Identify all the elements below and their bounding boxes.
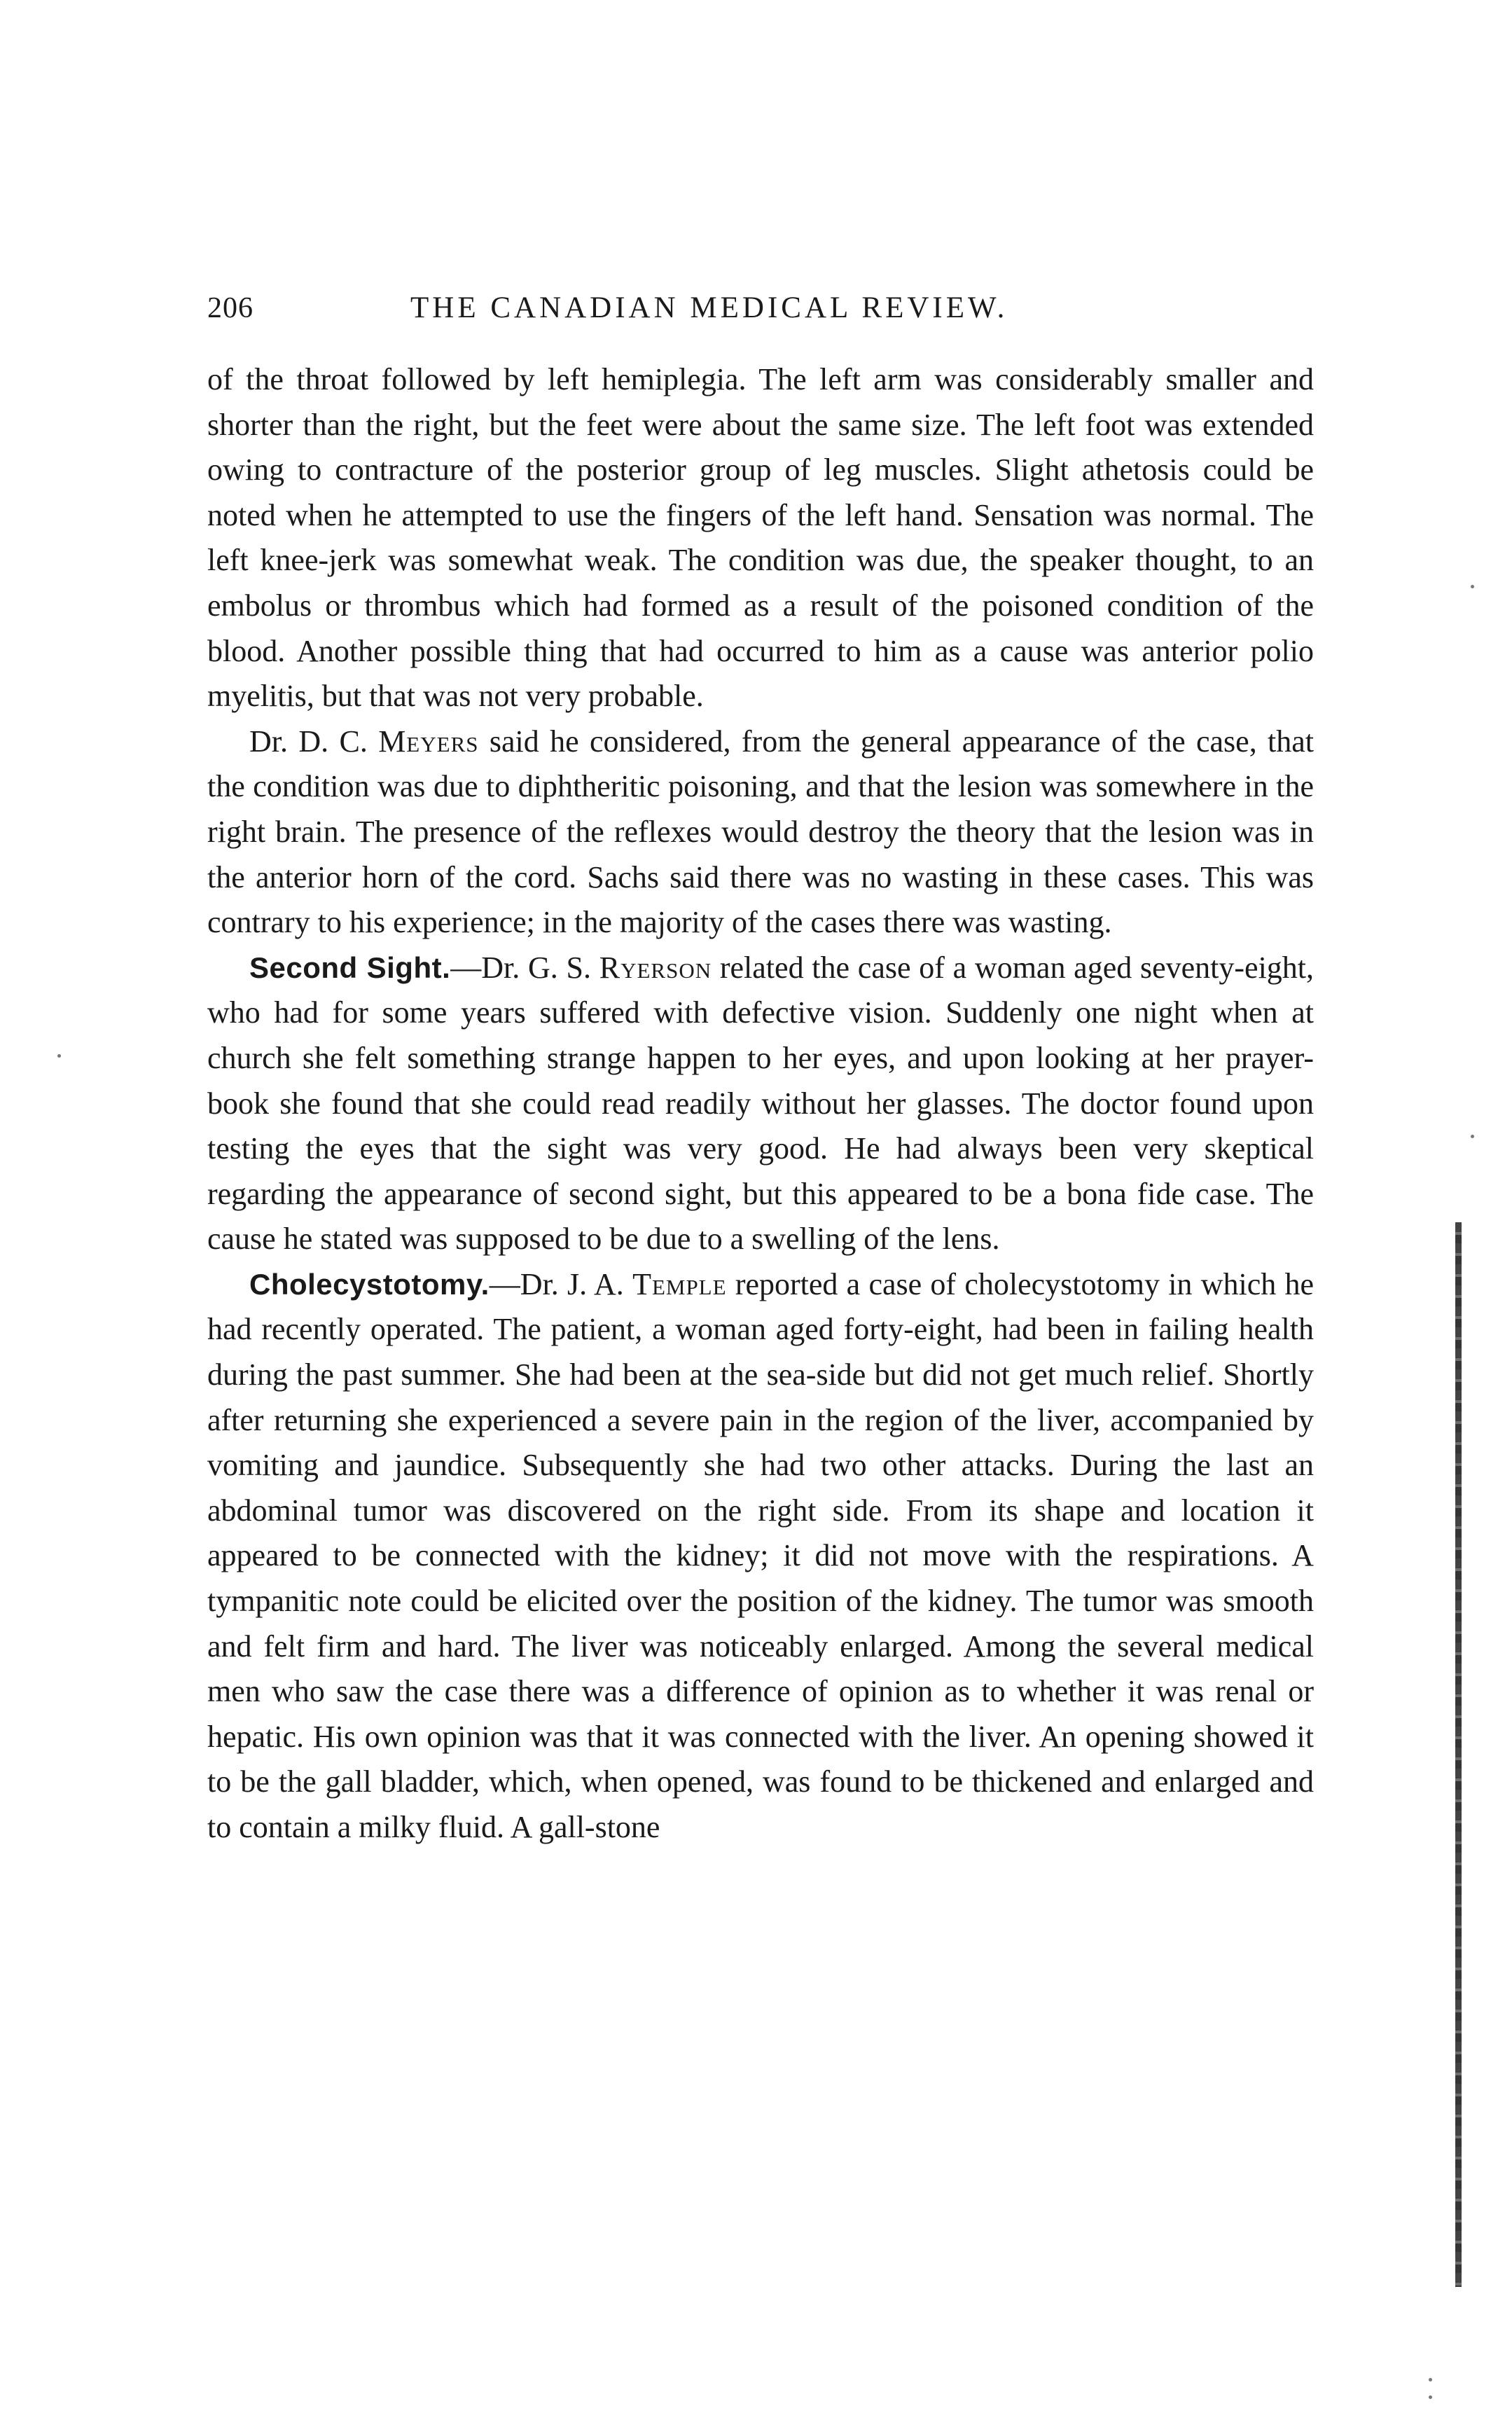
scan-speck: [1471, 585, 1474, 588]
page-header: [207, 291, 1314, 340]
scan-speck: [1471, 1135, 1474, 1138]
paragraph-text: of the throat followed by left hemiplegia. The left arm was considerably smaller and shorter than the right, but the feet were about the same size. The left foot was extended owing to contracture of the posterior group of leg muscles. Slight athetosis could be noted when he attempted to use the fingers of the left hand. Sensation was normal. The left knee-jerk was somewhat weak. The condition was due, the speaker thought, to an embolus or thrombus which had formed as a result of the poisoned condition of the blood. Another possible thing that had occurred to him as a cause was anterior polio myelitis, but that was not very probable.: [207, 362, 1314, 714]
paragraph-text: related the case of a woman aged seventy-eight, who had for some years suffered with defective vision. Suddenly one night when at church she felt something strange happen to her eyes, and upon looking at her prayer-book she found that she could read readily without her glasses. The doctor found upon testing the eyes that the sight was very good. He had always been very skeptical regarding the appearance of second sight, but this appeared to be a bona fide case. The cause he stated was supposed to be due to a swelling of the lens.: [207, 950, 1315, 1257]
paragraph-cholecystotomy: [207, 1262, 1314, 1851]
speaker-name: Meyers: [378, 724, 479, 759]
paragraph-lead: —Dr. G. S.: [450, 950, 591, 985]
paragraph-meyers-discussion: [207, 719, 1314, 946]
paragraph-second-sight: [207, 946, 1314, 1262]
page-number: 206: [207, 292, 254, 324]
article-body: [207, 357, 1314, 1851]
paragraph-lead: —Dr. J. A.: [489, 1266, 624, 1301]
scan-speck: [1429, 2378, 1432, 2381]
speaker-name: Temple: [632, 1266, 727, 1301]
paragraph-lead: Dr. D. C.: [249, 724, 368, 759]
paragraph-text: said he considered, from the general appearance of the case, that the condition was due to diphtheritic poisoning, and that the lesion was somewhere in the right brain. The presence of the reflexes would destroy the theory that the lesion was in the anterior horn of the cord. Sachs said there was no wasting in these cases. This was contrary to his experience; in the majority of the cases there was wasting.: [207, 724, 1315, 940]
scan-edge-artifact: [1455, 1222, 1462, 2287]
scan-speck: [57, 1054, 61, 1058]
section-heading: Second Sight.: [249, 950, 451, 984]
speaker-name: Ryerson: [599, 950, 712, 985]
running-title: THE CANADIAN MEDICAL REVIEW.: [410, 291, 1008, 324]
section-heading: Cholecystotomy.: [249, 1267, 490, 1301]
paragraph-text: reported a case of cholecystotomy in which he had recently operated. The patient, a woman aged forty-eight, had been in failing health during the past summer. She had been at the sea-side but did not get much relief. Shortly after returning she experienced a severe pain in the region of the liver, accompanied by vomiting and jaundice. Subsequently she had two other attacks. During the last an abdominal tumor was discovered on the right side. From its shape and location it appeared to be connected with the kidney; it did not move with the respirations. A tympanitic note could be elicited over the position of the kidney. The tumor was smooth and felt firm and hard. The liver was noticeably enlarged. Among the several medical men who saw the case there was a difference of opinion as to whether it was renal or hepatic. His own opinion was that it was connected with the liver. An opening showed it to be the gall bladder, which, when opened, was found to be thickened and enlarged and to contain a milky fluid. A gall-stone: [207, 1266, 1315, 1844]
scan-speck: [1429, 2395, 1432, 2399]
paragraph-hemiplegia-case: [207, 357, 1314, 719]
